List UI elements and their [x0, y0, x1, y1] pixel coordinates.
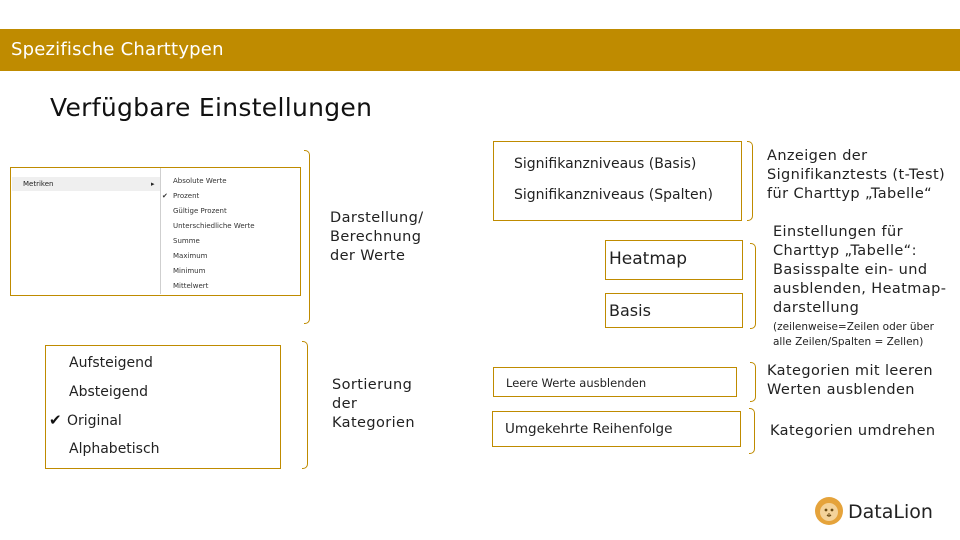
sort-option-original[interactable]: Original: [67, 413, 122, 429]
note-line: Darstellung/: [330, 210, 424, 226]
brace-table: [750, 243, 756, 329]
logo-text: DataLion: [848, 501, 933, 523]
lion-icon: [814, 496, 844, 526]
table-note-small: [773, 320, 934, 350]
empty-values-note: [767, 362, 933, 400]
submenu-item[interactable]: Maximum: [173, 252, 208, 260]
submenu-item[interactable]: Minimum: [173, 267, 206, 275]
submenu-item[interactable]: Unterschiedliche Werte: [173, 222, 255, 230]
header-title: Spezifische Charttypen: [11, 39, 224, 60]
note-line: Werten ausblenden: [767, 382, 915, 398]
submenu-item[interactable]: Prozent: [173, 192, 200, 200]
table-note: [773, 223, 946, 318]
sort-option-absteigend[interactable]: Absteigend: [69, 384, 149, 400]
empty-values-option[interactable]: Leere Werte ausblenden: [506, 376, 647, 390]
reverse-order-option[interactable]: Umgekehrte Reihenfolge: [505, 421, 673, 437]
brace-metriken: [304, 150, 310, 324]
significance-spalten-option[interactable]: Signifikanzniveaus (Spalten): [514, 187, 713, 203]
note-line: Charttyp „Tabelle“:: [773, 243, 917, 259]
metriken-note: [330, 209, 424, 266]
sort-option-aufsteigend[interactable]: Aufsteigend: [69, 355, 153, 371]
sort-option-alphabetisch[interactable]: Alphabetisch: [69, 441, 160, 457]
brace-sort: [302, 341, 308, 469]
note-line: Berechnung: [330, 229, 422, 245]
note-line: Signifikanztests (t-Test): [767, 167, 946, 183]
slide-title: Verfügbare Einstellungen: [50, 93, 373, 122]
note-line: darstellung: [773, 300, 860, 316]
submenu-item[interactable]: Gültige Prozent: [173, 207, 227, 215]
brace-significance: [747, 141, 753, 221]
significance-note: [767, 147, 945, 204]
checkmark-icon: ✔: [49, 411, 62, 429]
menu-item-metriken[interactable]: [12, 177, 160, 191]
note-line: alle Zeilen/Spalten = Zellen): [773, 336, 924, 348]
menu-divider: [160, 168, 161, 294]
note-line: ausblenden, Heatmap-: [773, 281, 947, 297]
sort-note: [332, 376, 415, 433]
note-line: der: [332, 396, 358, 412]
brace-reverse-order: [749, 408, 755, 454]
note-line: der Werte: [330, 248, 406, 264]
submenu-item[interactable]: Absolute Werte: [173, 177, 227, 185]
submenu-item[interactable]: Summe: [173, 237, 200, 245]
note-line: Kategorien mit leeren: [767, 363, 934, 379]
note-line: Kategorien: [332, 415, 415, 431]
note-line: (zeilenweise=Zeilen oder über: [773, 321, 934, 333]
note-line: Anzeigen der: [767, 148, 868, 164]
note-line: Einstellungen für: [773, 224, 903, 240]
reverse-order-note: Kategorien umdrehen: [770, 423, 936, 439]
basis-toggle[interactable]: Basis: [609, 301, 651, 320]
submenu-item[interactable]: Mittelwert: [173, 282, 209, 290]
menu-item-metriken-label: Metriken: [23, 180, 54, 188]
significance-box: [493, 141, 742, 221]
note-line: Basisspalte ein- und: [773, 262, 928, 278]
heatmap-toggle[interactable]: Heatmap: [609, 249, 688, 269]
chevron-right-icon: ▸: [151, 180, 155, 188]
note-line: Sortierung: [332, 377, 413, 393]
checkmark-icon: ✔: [162, 192, 168, 200]
note-line: für Charttyp „Tabelle“: [767, 186, 933, 202]
brace-empty-values: [750, 362, 756, 402]
significance-basis-option[interactable]: Signifikanzniveaus (Basis): [514, 156, 697, 172]
